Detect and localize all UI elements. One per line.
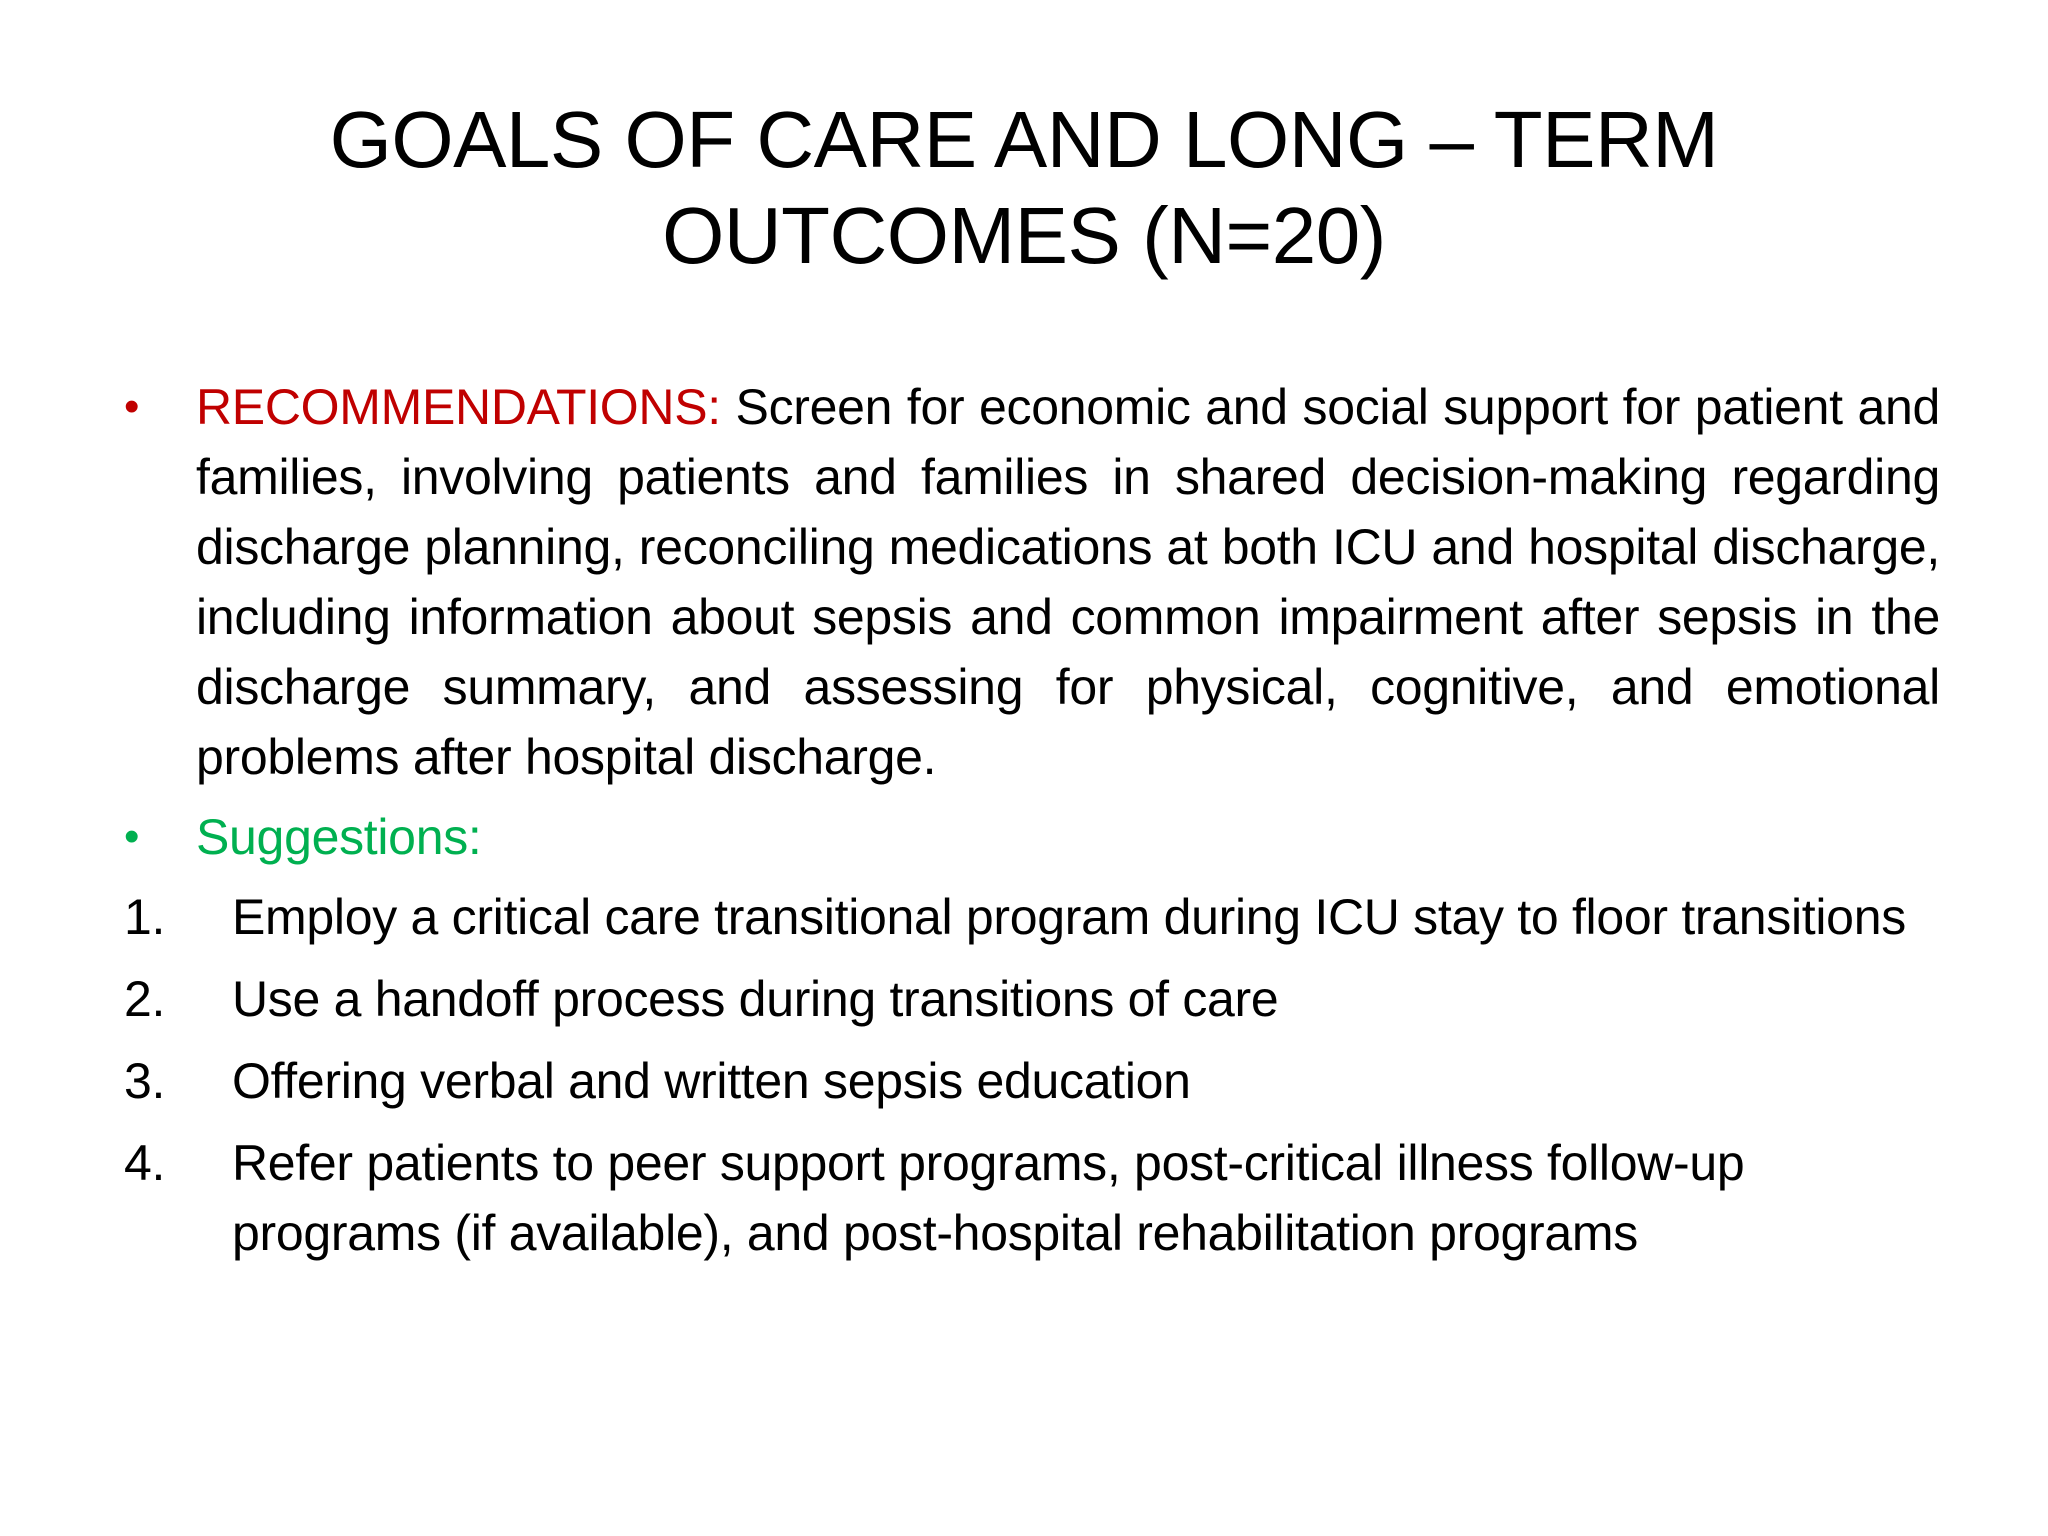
- item-number: 4.: [124, 1135, 166, 1191]
- slide-content: [0, 372, 2048, 1280]
- bullet-marker: •: [124, 382, 140, 431]
- item-text: Refer patients to peer support programs, post-critical illness follow-up programs (if available), and post-hospital rehabilitation programs: [232, 1135, 1745, 1261]
- item-text: Offering verbal and written sepsis education: [232, 1053, 1191, 1109]
- recommendations-bullet: [0, 372, 2048, 792]
- item-number: 3.: [124, 1053, 166, 1109]
- recommendations-text: Screen for economic and social support for patient and families, involving patients and families in shared decision-making regarding discharge planning, reconciling medications at both ICU and hospital discharge, including information about sepsis and common impairment after sepsis in the discharge summary, and assessing for physical, cognitive, and emotional problems after hospital discharge.: [196, 379, 1940, 785]
- suggestion-item-4: [0, 1128, 2048, 1268]
- item-number: 2.: [124, 971, 166, 1027]
- suggestion-item-1: [0, 882, 2048, 952]
- suggestions-heading: [196, 802, 1940, 872]
- suggestion-item-3: [0, 1046, 2048, 1116]
- slide-title: GOALS OF CARE AND LONG – TERM OUTCOMES (N=20): [329, 95, 1719, 280]
- recommendations-paragraph: [196, 372, 1940, 792]
- suggestions-label: Suggestions:: [196, 809, 482, 865]
- item-text: Use a handoff process during transitions of care: [232, 971, 1279, 1027]
- suggestion-item-2: [0, 964, 2048, 1034]
- recommendations-label: RECOMMENDATIONS:: [196, 379, 721, 435]
- item-number: 1.: [124, 889, 166, 945]
- bullet-marker: •: [124, 812, 140, 861]
- suggestions-bullet: [0, 802, 2048, 872]
- item-text: Employ a critical care transitional program during ICU stay to floor transitions: [232, 889, 1906, 945]
